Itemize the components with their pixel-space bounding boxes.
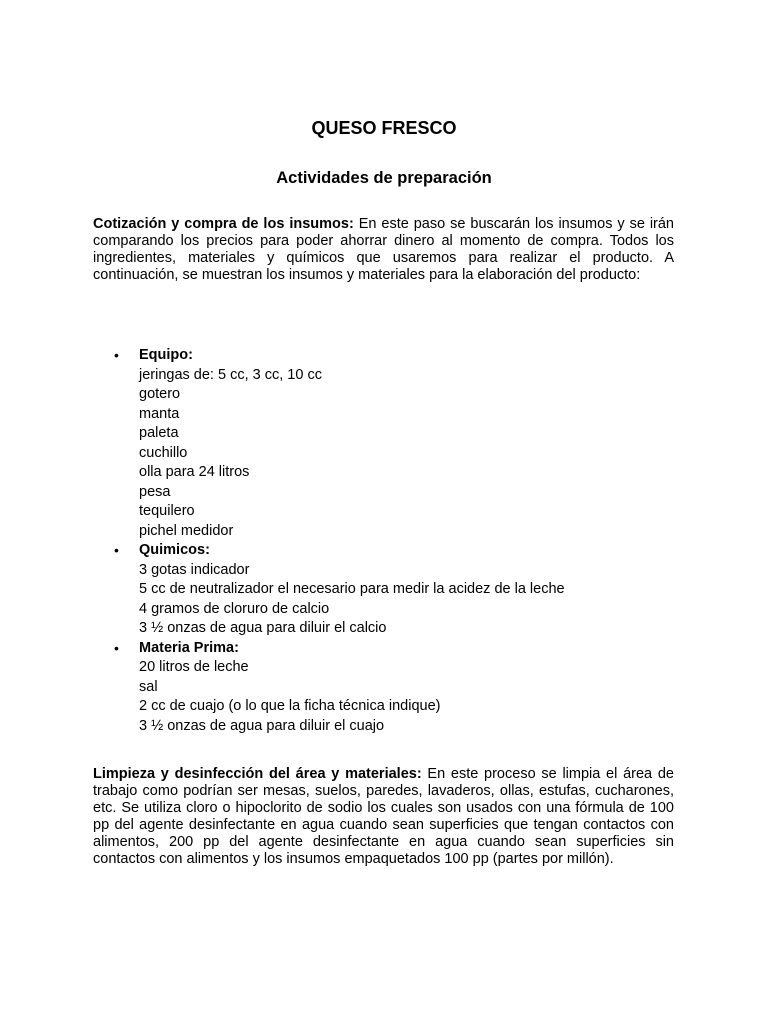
list-group-heading: Equipo: [139, 347, 193, 363]
list-item: pichel medidor [139, 522, 234, 539]
bullet-icon: • [114, 639, 119, 656]
list-item: pesa [139, 483, 171, 500]
list-item: 3 gotas indicador [139, 561, 250, 578]
paragraph-text: En este proceso se limpia el área de trabajo como podrían ser mesas, suelos, paredes, lavaderos, ollas, estufas, cucharones, etc. Se utiliza cloro o hipoclorito de sodio los cuales son usados con una fórmula de 100 pp del agente desinfectante en agua cuando sean superficies que tengan contactos con alimentos, 200 pp del agente desinfectante en agua cuando sean superficies sin contactos con alimentos y los insumos empaquetados 100 pp (partes por millón). [93, 766, 674, 867]
list-group [93, 346, 693, 541]
list-item: sal [139, 678, 158, 695]
list-item: 4 gramos de cloruro de calcio [139, 600, 330, 617]
list-group-heading: Materia Prima: [139, 639, 239, 656]
list-item: gotero [139, 386, 181, 402]
list-item: cuchillo [139, 444, 188, 461]
paragraph-lead: Cotización y compra de los insumos: [93, 216, 354, 232]
bullet-icon: • [114, 347, 119, 363]
bullet-icon: • [114, 542, 119, 558]
list-item: 5 cc de neutralizador el necesario para medir la acidez de la leche [139, 581, 565, 597]
list-item: paleta [139, 425, 179, 441]
list-group [93, 639, 693, 737]
list-item: tequilero [139, 503, 195, 519]
paragraph-text: En este paso se buscarán los insumos y se irán comparando los precios para poder ahorrar dinero al momento de compra. Todos los ingredientes, materiales y químicos que usaremos para realizar el producto. A continuación, se muestran los insumos y materiales para la elaboración del producto: [93, 216, 675, 283]
list-item: 3 ½ onzas de agua para diluir el cuajo [139, 717, 385, 734]
list-group-heading: Quimicos: [139, 542, 210, 558]
page-title: QUESO FRESCO [311, 118, 457, 138]
supply-list [93, 346, 693, 736]
paragraph-cotizacion [93, 216, 674, 284]
paragraph-limpieza [93, 766, 674, 868]
paragraph-lead: Limpieza y desinfección del área y materiales: [93, 766, 422, 782]
list-item: 2 cc de cuajo (o lo que la ficha técnica indique) [139, 698, 441, 714]
list-item: manta [139, 405, 180, 422]
list-item: jeringas de: 5 cc, 3 cc, 10 cc [139, 366, 322, 383]
list-item: olla para 24 litros [139, 464, 250, 480]
list-item: 3 ½ onzas de agua para diluir el calcio [139, 620, 387, 636]
page-subtitle: Actividades de preparación [276, 169, 492, 187]
list-group [93, 541, 693, 639]
list-item: 20 litros de leche [139, 659, 249, 675]
